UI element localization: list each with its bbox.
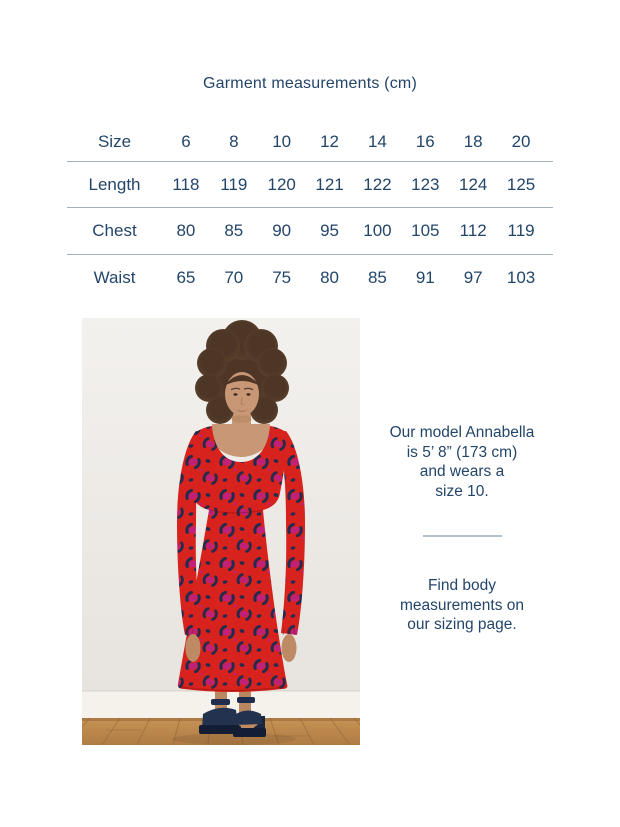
model-photo (82, 318, 360, 745)
row-label-length: Length (88, 174, 141, 194)
model-info-line: is 5’ 8” (173 cm) (406, 443, 518, 461)
length-value: 118 (172, 174, 200, 194)
waist-value: 75 (272, 267, 292, 287)
waist-value: 97 (463, 267, 483, 287)
chest-value: 85 (224, 221, 244, 240)
size-column-header: 14 (367, 131, 387, 151)
sizing-note-line: our sizing page. (407, 616, 517, 633)
chest-value: 112 (459, 221, 487, 240)
sizing-note-line: measurements on (399, 596, 525, 614)
size-column-header: 8 (229, 131, 239, 151)
length-value: 120 (267, 174, 296, 194)
model-info (366, 423, 558, 501)
length-value: 123 (411, 174, 440, 194)
size-column-header: 20 (511, 131, 531, 151)
chest-value: 119 (507, 221, 535, 240)
length-value: 119 (220, 174, 248, 194)
caption-divider (423, 535, 502, 537)
table-row-chest (67, 208, 553, 255)
model-info-line: Our model Annabella (389, 424, 535, 441)
page-title: Garment measurements (cm) (203, 75, 417, 92)
size-column-header: 6 (181, 131, 191, 151)
size-column-header: 16 (415, 131, 435, 151)
table-row-length (67, 162, 553, 208)
chest-value: 90 (272, 221, 292, 240)
waist-value: 91 (415, 267, 435, 287)
row-label-waist: Waist (93, 267, 136, 287)
chest-value: 105 (411, 221, 440, 240)
chest-value: 100 (363, 221, 392, 240)
chest-value: 95 (320, 221, 340, 240)
table-header-row (67, 122, 553, 162)
sizing-note-line: Find body (427, 577, 497, 594)
waist-value: 85 (367, 267, 387, 287)
table-row-waist (67, 255, 553, 300)
sizing-note (366, 576, 558, 635)
size-column-header: 12 (320, 131, 340, 151)
model-info-line: size 10. (435, 482, 489, 500)
waist-value: 70 (224, 267, 244, 287)
waist-value: 65 (176, 267, 196, 287)
waist-value: 80 (320, 267, 340, 287)
size-header-label: Size (97, 131, 132, 151)
length-value: 122 (363, 174, 392, 194)
size-column-header: 10 (272, 131, 292, 151)
length-value: 124 (459, 174, 488, 194)
length-value: 121 (315, 174, 344, 194)
row-label-chest: Chest (92, 221, 137, 240)
length-value: 125 (506, 174, 536, 194)
garment-measurements-table (67, 122, 553, 300)
size-column-header: 18 (463, 131, 483, 151)
chest-value: 80 (176, 221, 196, 240)
waist-value: 103 (506, 267, 536, 287)
model-info-line: and wears a (419, 463, 505, 480)
